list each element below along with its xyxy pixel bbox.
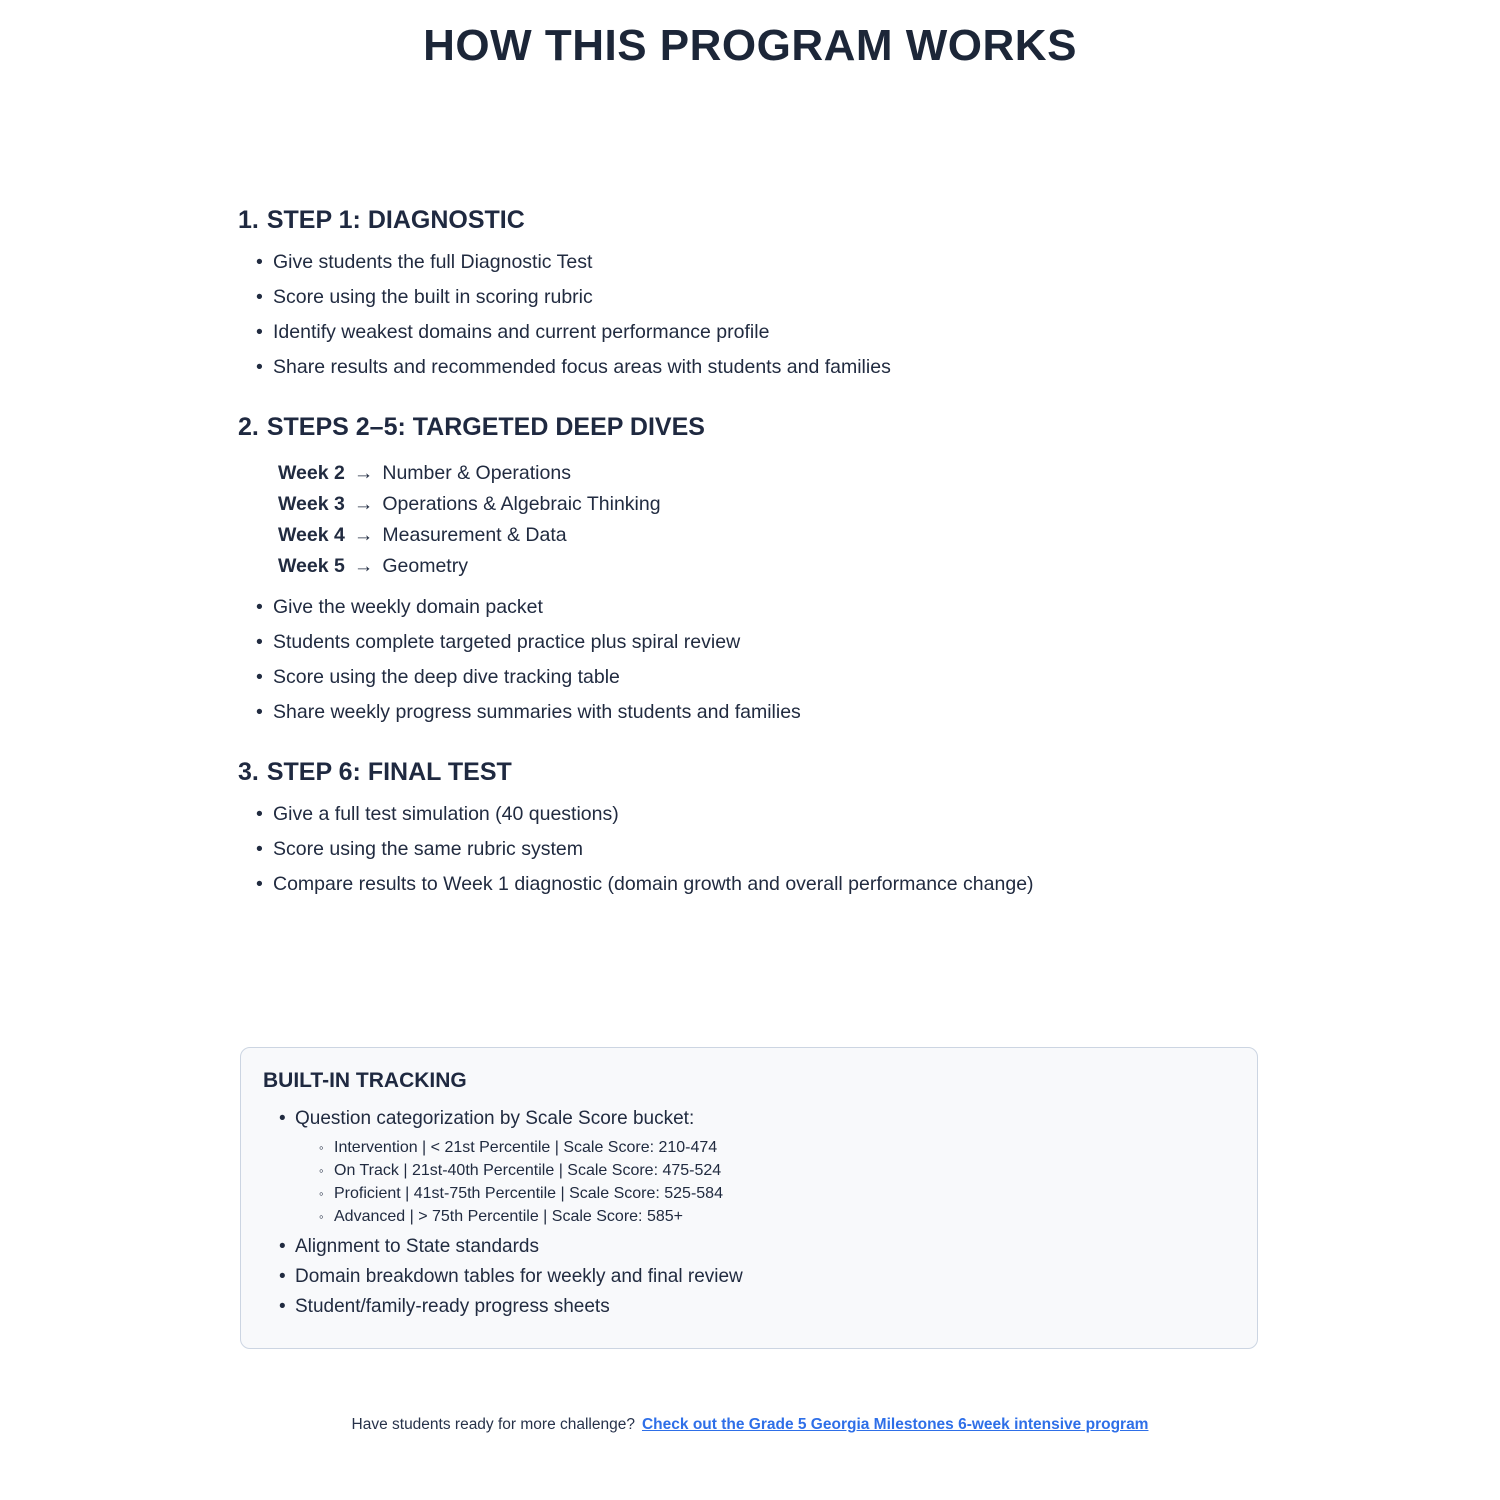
section-number: 2. bbox=[238, 413, 259, 441]
section-heading bbox=[238, 412, 1260, 442]
week-line bbox=[278, 489, 1260, 520]
list-item: • Domain breakdown tables for weekly and final review bbox=[279, 1266, 1231, 1288]
bullet-list bbox=[238, 596, 1260, 723]
footer bbox=[0, 1415, 1500, 1435]
main-content bbox=[238, 205, 1260, 1349]
tracking-bullet-list bbox=[263, 1108, 1231, 1318]
list-item: • Identify weakest domains and current performance profile bbox=[256, 321, 1260, 343]
bullet-list bbox=[238, 803, 1260, 895]
week-line bbox=[278, 520, 1260, 551]
list-item: • Share results and recommended focus areas with students and families bbox=[256, 356, 1260, 378]
bullet-list bbox=[238, 251, 1260, 378]
list-item: • Give the weekly domain packet bbox=[256, 596, 1260, 618]
bucket-advanced: ◦ Advanced | > 75th Percentile | Scale Score: 585+ bbox=[319, 1205, 1231, 1228]
week-schedule bbox=[278, 458, 1260, 582]
section-heading-text: STEP 6: FINAL TEST bbox=[266, 758, 512, 786]
arrow-icon: → bbox=[353, 493, 374, 515]
arrow-icon: → bbox=[353, 524, 374, 546]
list-item: • Score using the deep dive tracking table bbox=[256, 666, 1260, 688]
list-item: • Compare results to Week 1 diagnostic (domain growth and overall performance change) bbox=[256, 873, 1260, 895]
section-step-6-final-test bbox=[238, 757, 1260, 895]
bucket-intervention: ◦ Intervention | < 21st Percentile | Scale Score: 210-474 bbox=[319, 1136, 1231, 1159]
section-steps-2-5-deep-dives bbox=[238, 412, 1260, 723]
week-topic: Number & Operations bbox=[382, 462, 571, 484]
bucket-bullet-text: Question categorization by Scale Score bucket: bbox=[295, 1108, 695, 1129]
week-topic: Operations & Algebraic Thinking bbox=[382, 493, 661, 515]
week-label: Week 3 bbox=[278, 493, 345, 515]
list-item: • Give students the full Diagnostic Test bbox=[256, 251, 1260, 273]
list-item: • Score using the same rubric system bbox=[256, 838, 1260, 860]
tracking-box-heading: BUILT-IN TRACKING bbox=[263, 1069, 467, 1092]
section-heading bbox=[238, 205, 1260, 235]
arrow-icon: → bbox=[353, 555, 374, 577]
week-line bbox=[278, 551, 1260, 582]
section-heading-text: STEP 1: DIAGNOSTIC bbox=[266, 206, 525, 234]
bucket-on-track: ◦ On Track | 21st-40th Percentile | Scale Score: 475-524 bbox=[319, 1159, 1231, 1182]
list-item: • Share weekly progress summaries with students and families bbox=[256, 701, 1260, 723]
list-item: • Score using the built in scoring rubric bbox=[256, 286, 1260, 308]
scale-score-bucket-list bbox=[319, 1136, 1231, 1228]
section-heading-text: STEPS 2–5: TARGETED DEEP DIVES bbox=[266, 413, 705, 441]
arrow-icon: → bbox=[353, 462, 374, 484]
footer-link[interactable]: Check out the Grade 5 Georgia Milestones 6-week intensive program bbox=[641, 1416, 1149, 1433]
section-number: 1. bbox=[238, 206, 259, 234]
footer-text: Have students ready for more challenge? bbox=[351, 1416, 635, 1433]
list-item: • Give a full test simulation (40 questions) bbox=[256, 803, 1260, 825]
list-item: • Alignment to State standards bbox=[279, 1236, 1231, 1258]
section-step-1-diagnostic bbox=[238, 205, 1260, 378]
bucket-proficient: ◦ Proficient | 41st-75th Percentile | Scale Score: 525-584 bbox=[319, 1182, 1231, 1205]
list-item: • Students complete targeted practice plus spiral review bbox=[256, 631, 1260, 653]
list-item: • Student/family-ready progress sheets bbox=[279, 1296, 1231, 1318]
section-heading bbox=[238, 757, 1260, 787]
page-title: HOW THIS PROGRAM WORKS bbox=[423, 21, 1077, 70]
week-line bbox=[278, 458, 1260, 489]
week-label: Week 4 bbox=[278, 524, 345, 546]
week-label: Week 2 bbox=[278, 462, 345, 484]
week-topic: Geometry bbox=[382, 555, 468, 577]
week-topic: Measurement & Data bbox=[382, 524, 567, 546]
built-in-tracking-box bbox=[240, 1047, 1258, 1349]
list-item bbox=[279, 1108, 1231, 1228]
week-label: Week 5 bbox=[278, 555, 345, 577]
section-number: 3. bbox=[238, 758, 259, 786]
